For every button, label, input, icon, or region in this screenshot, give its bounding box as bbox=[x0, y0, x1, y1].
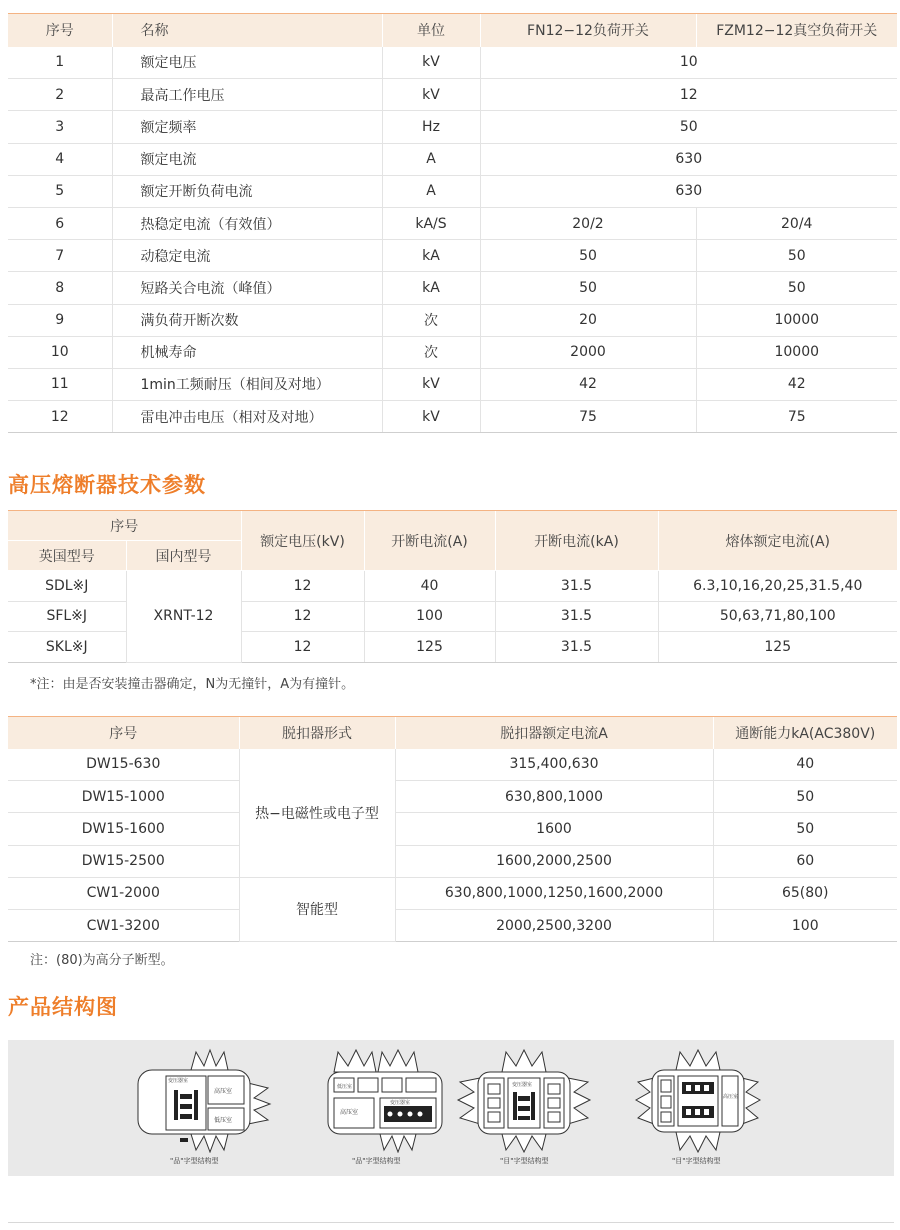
table-header-row bbox=[8, 717, 897, 749]
header-no-group: 序号 bbox=[8, 511, 241, 541]
header-uk-model: 英国型号 bbox=[8, 541, 126, 571]
row-unit: Hz bbox=[382, 111, 480, 143]
diagram-caption-4: "目"字型结构型 bbox=[672, 1157, 721, 1165]
structure-diagram-1 bbox=[136, 1048, 276, 1168]
row-unit: kA bbox=[382, 272, 480, 304]
header-fn12: FN12−12负荷开关 bbox=[480, 14, 696, 47]
row-capacity: 60 bbox=[713, 845, 897, 877]
table-row bbox=[8, 240, 897, 272]
row-unit: 次 bbox=[382, 304, 480, 336]
row-model: DW15-2500 bbox=[8, 845, 239, 877]
table-row bbox=[8, 336, 897, 368]
row-current-ka: 31.5 bbox=[495, 601, 658, 632]
row-name: 额定开断负荷电流 bbox=[112, 175, 382, 207]
row-model: DW15-630 bbox=[8, 749, 239, 781]
label-lv-room-1: 低压室 bbox=[214, 1117, 233, 1124]
row-rated-current: 2000,2500,3200 bbox=[395, 909, 713, 941]
release-type-group-1: 热−电磁性或电子型 bbox=[239, 749, 395, 878]
fuse-section-title: 高压熔断器技术参数 bbox=[8, 473, 206, 497]
fuse-note: *注：由是否安装撞击器确定，N为无撞针，A为有撞针。 bbox=[30, 677, 355, 692]
row-fzm12-value: 75 bbox=[696, 401, 897, 433]
row-current-ka: 31.5 bbox=[495, 571, 658, 602]
row-unit: kV bbox=[382, 401, 480, 433]
row-fn12-value: 50 bbox=[480, 272, 696, 304]
row-no: 7 bbox=[8, 240, 112, 272]
row-capacity: 50 bbox=[713, 813, 897, 845]
row-merged-value: 10 bbox=[480, 47, 897, 79]
row-no: 8 bbox=[8, 272, 112, 304]
header-model: 序号 bbox=[8, 717, 239, 749]
row-name: 1min工频耐压（相间及对地） bbox=[112, 368, 382, 400]
row-no: 12 bbox=[8, 401, 112, 433]
header-no: 序号 bbox=[8, 14, 112, 47]
table-header-row bbox=[8, 14, 897, 47]
label-lv-room-2: 低压室 bbox=[337, 1084, 353, 1090]
row-current-a: 100 bbox=[364, 601, 495, 632]
table-row bbox=[8, 845, 897, 877]
row-no: 6 bbox=[8, 207, 112, 239]
row-fn12-value: 50 bbox=[480, 240, 696, 272]
label-hv-room-2: 高压室 bbox=[340, 1109, 359, 1116]
structure-diagram-2 bbox=[324, 1048, 454, 1168]
row-voltage: 12 bbox=[241, 632, 364, 663]
row-no: 3 bbox=[8, 111, 112, 143]
row-name: 额定电流 bbox=[112, 143, 382, 175]
row-merged-value: 12 bbox=[480, 79, 897, 111]
table-header-row bbox=[8, 511, 897, 541]
row-fzm12-value: 20/4 bbox=[696, 207, 897, 239]
row-fuse-current: 6.3,10,16,20,25,31.5,40 bbox=[658, 571, 897, 602]
row-rated-current: 1600,2000,2500 bbox=[395, 845, 713, 877]
table-row bbox=[8, 813, 897, 845]
structure-diagram-3-drawing bbox=[456, 1048, 596, 1153]
table-row bbox=[8, 909, 897, 941]
row-voltage: 12 bbox=[241, 601, 364, 632]
row-fzm12-value: 42 bbox=[696, 368, 897, 400]
row-merged-value: 630 bbox=[480, 143, 897, 175]
row-fzm12-value: 10000 bbox=[696, 304, 897, 336]
row-merged-value: 50 bbox=[480, 111, 897, 143]
table-row bbox=[8, 368, 897, 400]
structure-diagram-4-drawing bbox=[634, 1048, 764, 1153]
header-release-rated-current: 脱扣器额定电流A bbox=[395, 717, 713, 749]
row-capacity: 40 bbox=[713, 749, 897, 781]
row-no: 1 bbox=[8, 47, 112, 79]
diagram-caption-1: "品"字型结构型 bbox=[170, 1157, 219, 1165]
label-transformer-room-1: 变压器室 bbox=[168, 1078, 189, 1084]
table-row bbox=[8, 175, 897, 207]
breaker-note: 注：(80)为高分子断型。 bbox=[30, 953, 174, 968]
table-row bbox=[8, 749, 897, 781]
row-unit: kV bbox=[382, 368, 480, 400]
row-fzm12-value: 50 bbox=[696, 240, 897, 272]
table-row bbox=[8, 781, 897, 813]
breaker-params-table bbox=[8, 716, 897, 942]
row-uk-model: SDL※J bbox=[8, 571, 126, 602]
row-name: 动稳定电流 bbox=[112, 240, 382, 272]
row-unit: kA bbox=[382, 240, 480, 272]
label-transformer-room-2: 变压器室 bbox=[390, 1100, 411, 1106]
table-row bbox=[8, 304, 897, 336]
header-release-type: 脱扣器形式 bbox=[239, 717, 395, 749]
table-row bbox=[8, 47, 897, 79]
row-unit: kA/S bbox=[382, 207, 480, 239]
label-hv-room-4: 高压室 bbox=[723, 1094, 739, 1100]
load-switch-params-table bbox=[8, 13, 897, 433]
header-breaking-capacity: 通断能力kA(AC380V) bbox=[713, 717, 897, 749]
table-row bbox=[8, 111, 897, 143]
row-name: 额定频率 bbox=[112, 111, 382, 143]
row-no: 11 bbox=[8, 368, 112, 400]
page-divider bbox=[8, 1222, 894, 1223]
row-uk-model: SFL※J bbox=[8, 601, 126, 632]
row-fzm12-value: 10000 bbox=[696, 336, 897, 368]
row-model: DW15-1600 bbox=[8, 813, 239, 845]
label-hv-room-1: 高压室 bbox=[214, 1088, 233, 1095]
row-unit: A bbox=[382, 143, 480, 175]
row-merged-value: 630 bbox=[480, 175, 897, 207]
row-unit: A bbox=[382, 175, 480, 207]
table-row bbox=[8, 571, 897, 602]
row-rated-current: 630,800,1000,1250,1600,2000 bbox=[395, 877, 713, 909]
row-name: 雷电冲击电压（相对及对地） bbox=[112, 401, 382, 433]
structure-diagram-2-drawing bbox=[324, 1048, 454, 1153]
header-fuse-rated-current: 熔体额定电流(A) bbox=[658, 511, 897, 571]
row-fzm12-value: 50 bbox=[696, 272, 897, 304]
header-name: 名称 bbox=[112, 14, 382, 47]
row-model: DW15-1000 bbox=[8, 781, 239, 813]
row-fn12-value: 75 bbox=[480, 401, 696, 433]
label-transformer-room-3: 变压器室 bbox=[512, 1082, 533, 1088]
row-voltage: 12 bbox=[241, 571, 364, 602]
structure-diagram-3 bbox=[456, 1048, 596, 1168]
structure-diagram-panel bbox=[8, 1040, 894, 1176]
header-domestic-model: 国内型号 bbox=[126, 541, 241, 571]
structure-section-title: 产品结构图 bbox=[8, 995, 118, 1019]
diagram-caption-2: "品"字型结构型 bbox=[352, 1157, 401, 1165]
row-fuse-current: 125 bbox=[658, 632, 897, 663]
row-unit: kV bbox=[382, 47, 480, 79]
row-fn12-value: 20/2 bbox=[480, 207, 696, 239]
row-no: 2 bbox=[8, 79, 112, 111]
table-row bbox=[8, 877, 897, 909]
row-rated-current: 1600 bbox=[395, 813, 713, 845]
row-current-a: 40 bbox=[364, 571, 495, 602]
row-current-a: 125 bbox=[364, 632, 495, 663]
table-row bbox=[8, 207, 897, 239]
row-model: CW1-3200 bbox=[8, 909, 239, 941]
row-capacity: 100 bbox=[713, 909, 897, 941]
row-name: 满负荷开断次数 bbox=[112, 304, 382, 336]
row-no: 5 bbox=[8, 175, 112, 207]
row-name: 短路关合电流（峰值） bbox=[112, 272, 382, 304]
structure-diagram-1-drawing bbox=[136, 1048, 276, 1153]
row-rated-current: 630,800,1000 bbox=[395, 781, 713, 813]
table-row bbox=[8, 143, 897, 175]
row-unit: kV bbox=[382, 79, 480, 111]
row-name: 热稳定电流（有效值） bbox=[112, 207, 382, 239]
row-fuse-current: 50,63,71,80,100 bbox=[658, 601, 897, 632]
header-rated-voltage: 额定电压(kV) bbox=[241, 511, 364, 571]
row-name: 机械寿命 bbox=[112, 336, 382, 368]
structure-diagram-4 bbox=[634, 1048, 764, 1168]
row-no: 4 bbox=[8, 143, 112, 175]
row-fn12-value: 2000 bbox=[480, 336, 696, 368]
table-row bbox=[8, 272, 897, 304]
diagram-caption-3: "目"字型结构型 bbox=[500, 1157, 549, 1165]
table-row bbox=[8, 401, 897, 433]
header-unit: 单位 bbox=[382, 14, 480, 47]
table-row bbox=[8, 79, 897, 111]
row-capacity: 50 bbox=[713, 781, 897, 813]
row-rated-current: 315,400,630 bbox=[395, 749, 713, 781]
header-breaking-current-a: 开断电流(A) bbox=[364, 511, 495, 571]
row-uk-model: SKL※J bbox=[8, 632, 126, 663]
row-current-ka: 31.5 bbox=[495, 632, 658, 663]
row-name: 最高工作电压 bbox=[112, 79, 382, 111]
row-no: 9 bbox=[8, 304, 112, 336]
row-fn12-value: 20 bbox=[480, 304, 696, 336]
domestic-model: XRNT-12 bbox=[126, 571, 241, 663]
row-capacity: 65(80) bbox=[713, 877, 897, 909]
header-fzm12: FZM12−12真空负荷开关 bbox=[696, 14, 897, 47]
row-model: CW1-2000 bbox=[8, 877, 239, 909]
row-no: 10 bbox=[8, 336, 112, 368]
header-breaking-current-ka: 开断电流(kA) bbox=[495, 511, 658, 571]
row-unit: 次 bbox=[382, 336, 480, 368]
release-type-group-2: 智能型 bbox=[239, 877, 395, 941]
fuse-params-table bbox=[8, 510, 897, 663]
row-fn12-value: 42 bbox=[480, 368, 696, 400]
row-name: 额定电压 bbox=[112, 47, 382, 79]
